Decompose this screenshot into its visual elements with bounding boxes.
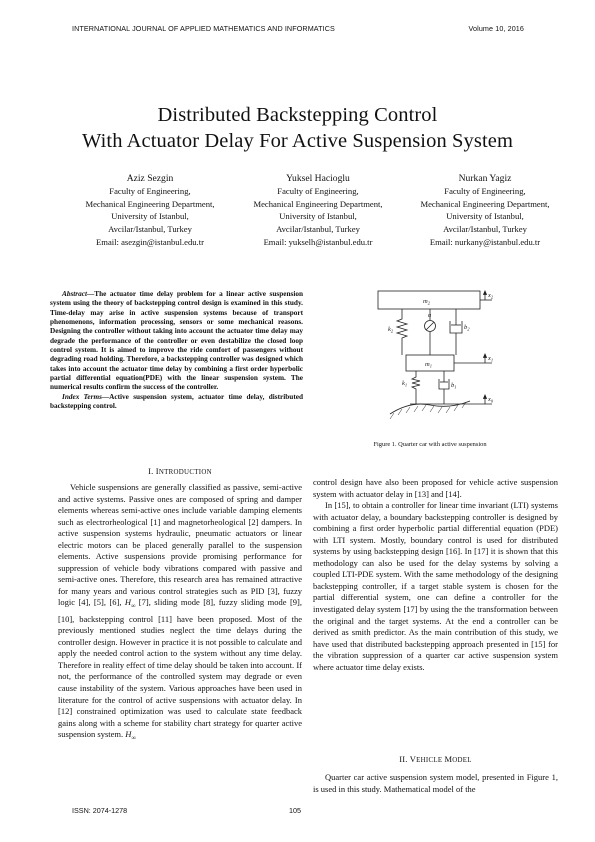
label-x2: $x_2$ <box>488 292 494 300</box>
vehicle-model-column <box>313 772 558 795</box>
author-affiliation: Faculty of Engineering, <box>109 186 191 196</box>
spring-k2 <box>397 309 407 355</box>
author-name: Aziz Sezgin <box>126 173 174 184</box>
author-email: Email: nurkany@istanbul.edu.tr <box>429 236 541 247</box>
author-affiliation: University of Istanbul, <box>446 211 524 222</box>
author-affiliation: Mechanical Engineering Department, <box>85 198 215 209</box>
running-header <box>72 24 524 33</box>
abstract <box>50 290 303 411</box>
author-affiliation: Mechanical Engineering Department, <box>420 198 550 209</box>
page-number: 105 <box>289 806 301 815</box>
intro-paragraph-1-cont: control design have also been proposed for vehicle active suspension system with actuator delay in [13] and [14]. <box>313 477 558 499</box>
paper-title <box>40 102 555 154</box>
quarter-car-figure <box>350 289 500 429</box>
intro-paragraph-2: In [15], to obtain a controller for linear time invariant (LTI) systems with actuator delay, a boundary backstepping controller is designed by combining a first order hyperbolic partial differential equation (PDE) with LTI system. Mostly, boundary control is used for distributed systems by using backstepping design [16]. In [17] it is shown that this methodology can also be used for the delay systems by solving a coupled LTI-PDE system. With the same methodology of the designing backstepping controller, if a target stable system is chosen for the partial differential system, one can define a controller for the investigated delay system [17] by using the the transformation between the original and the target systems. At the end a controller can be derived as smith predictor. As the main contribution of this study, we have used that distributed backstepping approach presented in [15] for the vibration suppression of a quarter car active suspension system where actuator time delay exists. <box>313 500 558 672</box>
author-affiliation: Faculty of Engineering, <box>277 186 359 196</box>
index-terms-text: —Active suspension system, actuator time delay, distributed backstepping control. <box>50 392 303 411</box>
road-profile <box>390 401 470 414</box>
author-affiliation: Avcilar/Istanbul, Turkey <box>276 224 360 235</box>
author-affiliation: Mechanical Engineering Department, <box>253 198 383 209</box>
author-email: Email: asezgin@istanbul.edu.tr <box>96 236 204 247</box>
section-heading-vehicle-model: II. VEHICLE MODEL <box>399 754 472 764</box>
abstract-label: Abstract <box>62 290 87 298</box>
title-line-1: Distributed Backstepping Control <box>157 104 438 126</box>
abstract-text: —The actuator time delay problem for a linear active suspension system using the theory of backstepping control design is examined in this study. Time-delay may arise in active suspension systems because of transport phenomenons, information processing, sensors or some mechanical reasons. Designing the controller without taking into account the actuator time delay may degrade the performance of the controller or even destabilize the closed loop control system. It is aimed to improve the ride comfort of passengers without degrading road holding. Therefore, a backstepping controller was designed which takes into account the actuator time delay by combining a first order hyperbolic partial differential equation(PDE) with the linear suspension system. The numerical results confirm the success of the controller. <box>50 290 303 392</box>
label-b1: $b_1$ <box>451 382 457 390</box>
index-terms-label: Index Terms <box>62 392 102 401</box>
author-affiliation: Avcilar/Istanbul, Turkey <box>443 224 527 235</box>
abstract-paragraph <box>50 290 303 393</box>
author-affiliation: Avcilar/Istanbul, Turkey <box>108 224 192 235</box>
label-m1: $m_1$ <box>425 361 432 369</box>
label-k2: $k_2$ <box>388 326 394 334</box>
label-m2: $m_2$ <box>423 298 430 306</box>
label-x1: $x_1$ <box>488 355 494 363</box>
h-infinity-symbol: $H_\infty$ <box>125 729 136 742</box>
intro-left-column <box>58 482 302 745</box>
label-u: u <box>428 312 432 319</box>
author-affiliation: University of Istanbul, <box>279 211 357 222</box>
intro-right-column <box>313 477 558 673</box>
index-terms <box>50 393 303 412</box>
title-line-2: With Actuator Delay For Active Suspension System <box>81 130 513 152</box>
author-block-2 <box>229 172 407 249</box>
volume-info: Volume 10, 2016 <box>468 24 524 33</box>
vehicle-model-paragraph: Quarter car active suspension system model, presented in Figure 1, is used in this study. Mathematical model of the <box>313 772 558 794</box>
section-heading-introduction: I. INTRODUCTION <box>148 466 212 476</box>
x2-arrowhead <box>484 291 487 295</box>
author-block-1 <box>61 172 239 249</box>
footer-issn: ISSN: 2074-1278 <box>72 806 128 815</box>
label-k1: $k_1$ <box>402 380 408 388</box>
author-affiliation: Faculty of Engineering, <box>444 186 526 196</box>
x0-arrowhead <box>484 395 487 399</box>
label-x0: $x_0$ <box>488 396 494 404</box>
h-infinity-symbol: $H_\infty$ <box>124 597 136 611</box>
x1-arrowhead <box>484 354 487 358</box>
journal-name: INTERNATIONAL JOURNAL OF APPLIED MATHEMATICS AND INFORMATICS <box>72 24 335 33</box>
author-affiliation: University of Istanbul, <box>111 211 189 222</box>
figure-caption: Figure 1. Quarter car with active suspension <box>373 441 487 448</box>
intro-paragraph-1: Vehicle suspensions are generally classified as passive, semi-active and active systems. Passive ones are composed of spring and damper elements whereas semi-active ones include variable damping elements such as electrorheological [1] and magnetorheological [2] dampers. In active suspension systems hydraulic, pneumatic actuators or linear electric motors can be placed generally parallel to the suspension elements. Active suspensions provide promising performance for suppression of vehicle body vibrations compared with passive and semi-active ones. Therefore, this research area has remained attractive for many years and various control strategies such as PID [3], fuzzy logic [4], [5], [6], $H_\infty$ [7], sliding mode [8], fuzzy sliding mode [9],[10], backstepping control [11] have been proposed. Most of the previously mentioned studies neglect the time delays during the controller design. However in practice it is not possible to calculate and apply the needed control action to the system without any time delay. Therefore in reality effect of time delay should be taken into account. If not, the performance of the controlled system may degrade or even cause instability of the system. Various approaches have been used in literature for the control of active suspensions with actuator delay. In [12] constrained optimization was used to calculate state feedback gains along with a scheme for stability chart strategy for quarter active suspension system. $H_\infty$ <box>58 482 302 742</box>
author-name: Nurkan Yagiz <box>458 173 512 184</box>
label-b2: $b_2$ <box>464 324 470 332</box>
author-email: Email: yukselh@istanbul.edu.tr <box>263 236 373 247</box>
author-block-3 <box>396 172 574 249</box>
spring-k1 <box>412 371 420 404</box>
actuator-diagonal <box>426 322 434 330</box>
author-name: Yuksel Hacioglu <box>286 173 350 184</box>
